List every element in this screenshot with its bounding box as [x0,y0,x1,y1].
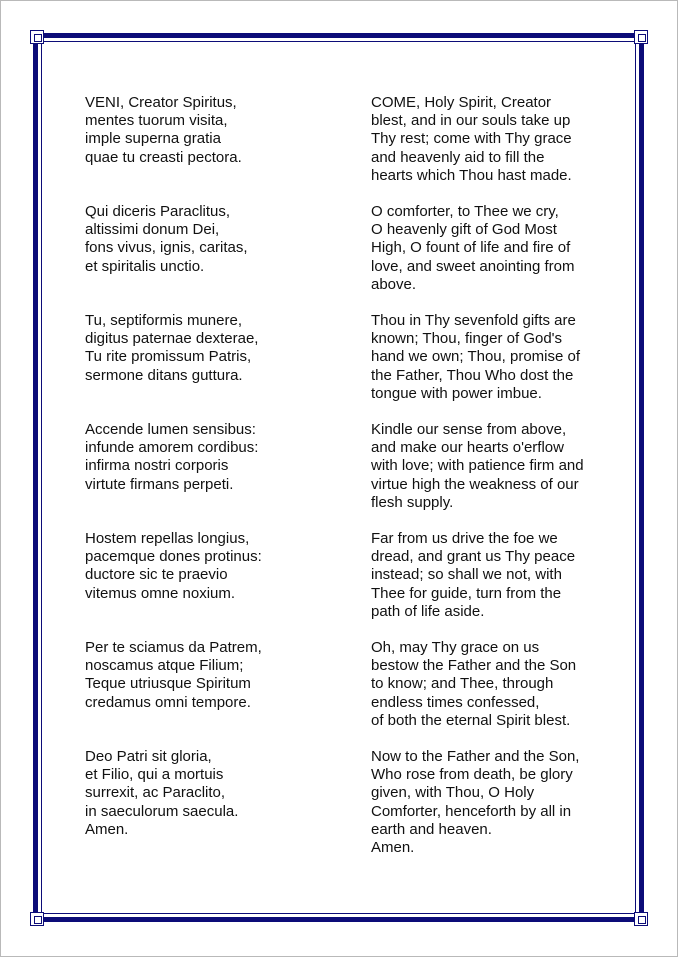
latin-stanza: Accende lumen sensibus: infunde amorem cordibus: infirma nostri corporis virtute firmans perpeti. [85,421,259,493]
latin-stanza: Hostem repellas longius, pacemque dones protinus: ductore sic te praevio vitemus omne noxium. [85,530,262,602]
english-stanza: Oh, may Thy grace on us bestow the Father and the Son to know; and Thee, through endless times confessed, of both the eternal Spirit blest. [371,639,577,729]
english-stanza: Far from us drive the foe we dread, and grant us Thy peace instead; so shall we not, with Thee for guide, turn from the path of life aside. [371,530,576,620]
corner-ornament-bottom-right [634,912,648,926]
english-stanza: O comforter, to Thee we cry, O heavenly gift of God Most High, O fount of life and fire of love, and sweet anointing from above. [371,203,575,293]
english-stanza: Now to the Father and the Son, Who rose from death, be glory given, with Thou, O Holy Comforter, henceforth by all in earth and heaven. Amen. [371,748,580,857]
english-stanza: COME, Holy Spirit, Creator blest, and in our souls take up Thy rest; come with Thy grace and heavenly aid to fill the hearts which Thou hast made. [371,94,572,184]
latin-stanza: Deo Patri sit gloria, et Filio, qui a mortuis surrexit, ac Paraclito, in saeculorum saecula. Amen. [85,748,239,838]
corner-ornament-top-left [30,30,44,44]
latin-stanza: Tu, septiformis munere, digitus paternae dexterae, Tu rite promissum Patris, sermone ditans guttura. [85,312,259,384]
latin-stanza: VENI, Creator Spiritus, mentes tuorum visita, imple superna gratia quae tu creasti pectora. [85,94,242,166]
latin-stanza: Per te sciamus da Patrem, noscamus atque Filium; Teque utriusque Spiritum credamus omni tempore. [85,639,262,711]
english-stanza: Kindle our sense from above, and make our hearts o'erflow with love; with patience firm and virtue high the weakness of our flesh supply. [371,421,584,511]
corner-ornament-bottom-left [30,912,44,926]
latin-stanza: Qui diceris Paraclitus, altissimi donum Dei, fons vivus, ignis, caritas, et spiritalis unctio. [85,203,248,275]
corner-ornament-top-right [634,30,648,44]
english-stanza: Thou in Thy sevenfold gifts are known; Thou, finger of God's hand we own; Thou, promise of the Father, Thou Who dost the tongue with power imbue. [371,312,581,402]
